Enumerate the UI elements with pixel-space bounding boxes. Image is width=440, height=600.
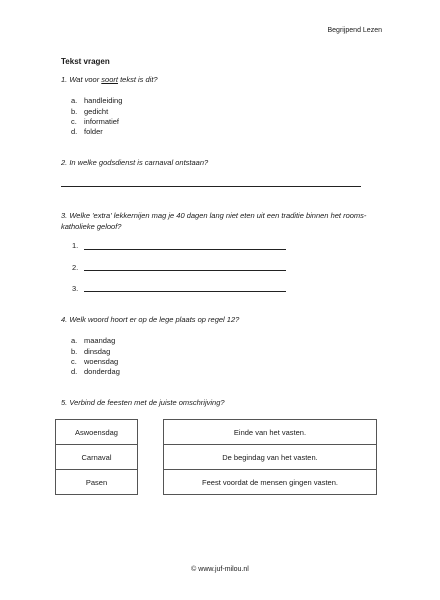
page-header: Begrijpend Lezen [327, 27, 382, 34]
question-1-option-b: b. gedicht [71, 107, 109, 116]
answer-number-2: 2. [72, 263, 79, 272]
question-1-prefix: 1. Wat voor [61, 75, 102, 84]
omschrijving-cell[interactable]: Einde van het vasten. [164, 420, 377, 445]
question-3-line-1: 3. Welke 'extra' lekkernijen mag je 40 dagen lang niet eten uit een traditie binnen het rooms- [61, 211, 367, 220]
question-4-option-d: d. donderdag [71, 367, 120, 376]
answer-line-3-3[interactable] [84, 291, 286, 292]
omschrijving-cell[interactable]: De begindag van het vasten. [164, 445, 377, 470]
question-3-line-2: katholieke geloof? [61, 222, 122, 231]
answer-line-3-2[interactable] [84, 270, 286, 271]
question-1-option-a: a. handleiding [71, 96, 123, 105]
feest-cell[interactable]: Aswoensdag [56, 420, 138, 445]
feesten-table [55, 419, 138, 495]
question-1 [61, 75, 158, 84]
answer-number-3: 3. [72, 284, 79, 293]
question-4-option-c: c. woensdag [71, 357, 119, 366]
page-footer: © www.juf-milou.nl [191, 566, 249, 573]
question-4: 4. Welk woord hoort er op de lege plaats op regel 12? [61, 315, 240, 324]
question-2: 2. In welke godsdienst is carnaval ontstaan? [61, 158, 209, 167]
question-1-underlined: soort [101, 75, 118, 84]
question-4-option-b: b. dinsdag [71, 347, 111, 356]
feest-cell[interactable]: Carnaval [56, 445, 138, 470]
question-1-option-c: c. informatief [71, 117, 120, 126]
question-5: 5. Verbind de feesten met de juiste omschrijving? [61, 398, 225, 407]
question-1-suffix: tekst is dit? [117, 75, 158, 84]
omschrijvingen-table [163, 419, 377, 495]
omschrijving-cell[interactable]: Feest voordat de mensen gingen vasten. [164, 470, 377, 495]
answer-number-1: 1. [72, 241, 79, 250]
page-title: Tekst vragen [61, 57, 110, 66]
question-1-option-d: d. folder [71, 127, 103, 136]
question-4-option-a: a. maandag [71, 336, 116, 345]
answer-line-2[interactable] [61, 186, 361, 187]
feest-cell[interactable]: Pasen [56, 470, 138, 495]
answer-line-3-1[interactable] [84, 249, 286, 250]
